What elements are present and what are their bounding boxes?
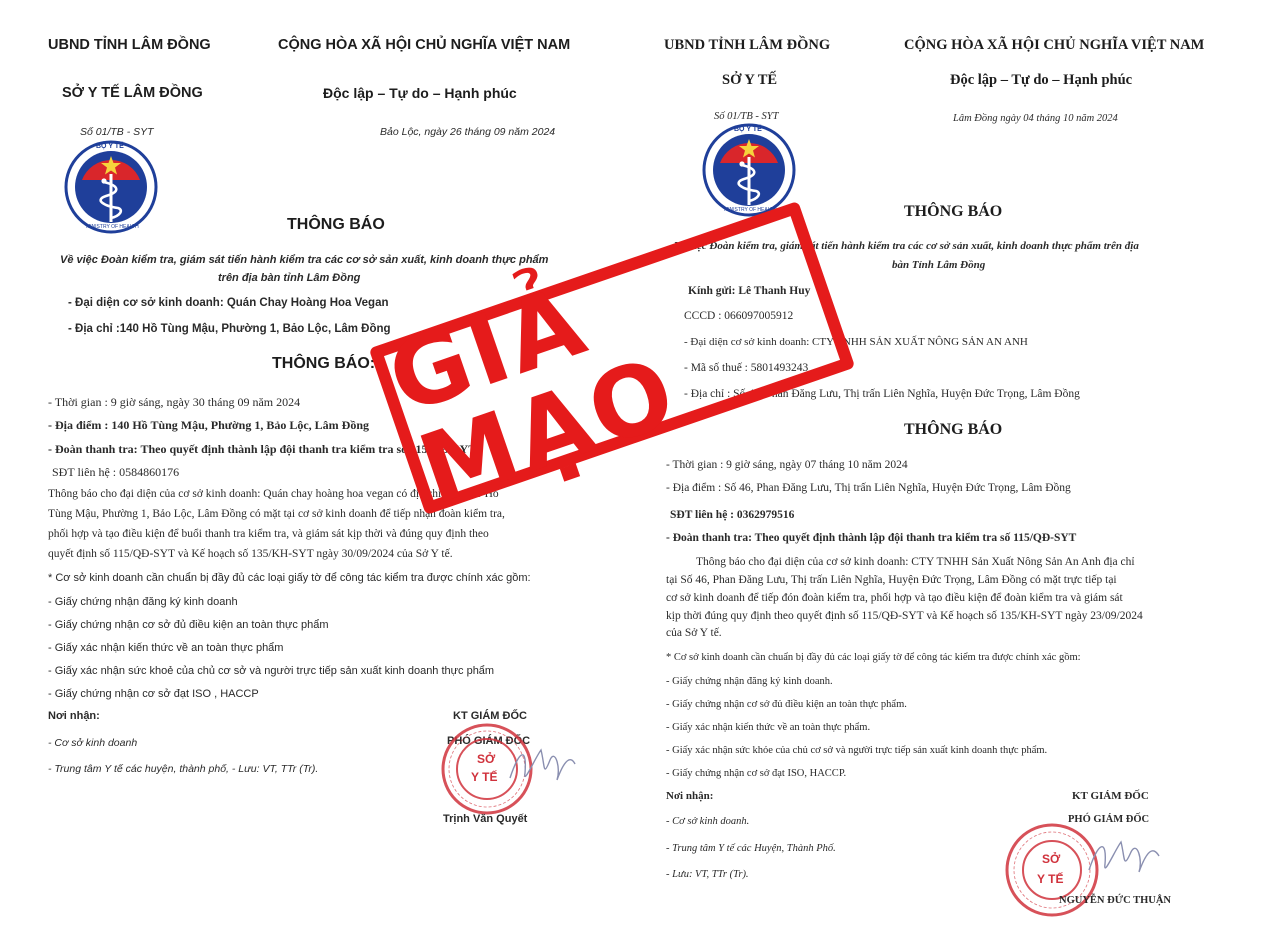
handwritten-signature-icon (1085, 828, 1165, 883)
inspection-team: - Đoàn thanh tra: Theo quyết định thành lập đội thanh tra kiểm tra số 115/QĐ-SYT (48, 442, 477, 456)
inspection-time: - Thời gian : 9 giờ sáng, ngày 30 tháng 09 năm 2024 (48, 395, 301, 409)
required-document: - Giấy chứng nhận cơ sở đạt ISO , HACCP (48, 688, 259, 700)
recipient-item: - Trung tâm Y tế các Huyện, Thành Phố. (666, 843, 836, 854)
notice-title: THÔNG BÁO (287, 216, 385, 233)
inspection-time: - Thời gian : 9 giờ sáng, ngày 07 tháng 10 năm 2024 (666, 459, 908, 471)
motto: Độc lập – Tự do – Hạnh phúc (323, 85, 517, 101)
motto: Độc lập – Tự do – Hạnh phúc (950, 72, 1133, 88)
required-document: - Giấy xác nhận sức khỏe của chủ cơ sở và người trực tiếp sản xuất kinh doanh thực phẩm. (666, 745, 1048, 756)
inspection-location: - Địa điểm : Số 46, Phan Đăng Lưu, Thị trấn Liên Nghĩa, Huyện Đức Trọng, Lâm Đồng (666, 482, 1071, 494)
notice-subject-line-1: Về việc Đoàn kiểm tra, giám sát tiến hành kiểm tra các cơ sở sản xuất, kinh doanh thực phẩm trên địa (674, 240, 1139, 252)
required-document: - Giấy chứng nhận cơ sở đủ điều kiện an toàn thực phẩm (48, 619, 329, 631)
notice-title-2: THÔNG BÁO: (272, 355, 376, 372)
document-number: Số 01/TB - SYT (80, 126, 154, 138)
inspection-location: - Địa điểm : 140 Hồ Tùng Mậu, Phường 1, Bảo Lộc, Lâm Đồng (48, 418, 369, 432)
handwritten-signature-icon (505, 738, 580, 793)
business-representative: - Đại diện cơ sở kinh doanh: CTY TNHH SẢN XUẤT NÔNG SẢN AN ANH (684, 336, 1028, 348)
department-name: SỞ Y TẾ (722, 72, 778, 88)
contact-phone: SĐT liên hệ : 0362979516 (670, 509, 795, 521)
business-address: - Địa chỉ :140 Hồ Tùng Mậu, Phường 1, Bảo Lộc, Lâm Đồng (68, 323, 391, 335)
ministry-of-health-logo-icon (64, 140, 158, 234)
seal-text: SỞ (1042, 852, 1061, 866)
agency-name: UBND TỈNH LÂM ĐỒNG (664, 37, 831, 53)
addressee: Kính gửi: Lê Thanh Huy (688, 285, 811, 297)
preparation-note: * Cơ sở kinh doanh cần chuẩn bị đầy đủ các loại giấy tờ để công tác kiểm tra được chính xác gồm: (666, 652, 1081, 663)
inspection-team: - Đoàn thanh tra: Theo quyết định thành lập đội thanh tra kiểm tra số 115/QĐ-SYT (666, 532, 1077, 544)
notice-paragraph-line-3: phối hợp và tạo điều kiện để buổi thanh tra kiểm tra, và giám sát kịp thời và đúng quy định theo (48, 528, 489, 540)
recipient-item: - Cơ sở kinh doanh. (666, 816, 750, 827)
notice-paragraph-line-2: Tùng Mậu, Phường 1, Bảo Lộc, Lâm Đồng có mặt tại cơ sở kinh doanh để tiếp nhận đoàn kiểm tra, (48, 508, 505, 520)
department-name: SỞ Y TẾ LÂM ĐỒNG (62, 85, 203, 101)
notice-subject-line-1: Về việc Đoàn kiểm tra, giám sát tiến hành kiểm tra các cơ sở sản xuất, kinh doanh thực phẩm (60, 254, 549, 266)
required-document: - Giấy chứng nhận cơ sở đạt ISO, HACCP. (666, 768, 847, 779)
notice-title: THÔNG BÁO (904, 203, 1003, 220)
seal-text: SỞ (477, 752, 496, 766)
required-document: - Giấy xác nhận kiến thức về an toàn thực phẩm. (666, 722, 871, 733)
logo-top-text: BỘ Y TẾ (96, 143, 124, 150)
seal-text: Y TẾ (1037, 872, 1064, 886)
required-document: - Giấy xác nhận sức khoẻ của chủ cơ sở và người trực tiếp sản xuất kinh doanh thực phẩm (48, 665, 495, 677)
notice-paragraph-line-4: quyết định số 115/QĐ-SYT và Kế hoạch số 135/KH-SYT ngày 30/09/2024 của Sở Y tế. (48, 548, 453, 560)
notice-paragraph-line-1: Thông báo cho đại diện của cơ sở kinh doanh: Quán chay hoàng hoa vegan có địa chỉ tại : 140 Hồ (48, 488, 499, 500)
agency-name: UBND TỈNH LÂM ĐỒNG (48, 37, 211, 53)
notice-paragraph-line-1: Thông báo cho đại diện của cơ sở kinh doanh: CTY TNHH Sản Xuất Nông Sản An Anh địa chỉ (696, 556, 1135, 568)
required-document: - Giấy chứng nhận đăng ký kinh doanh (48, 596, 238, 608)
preparation-note: * Cơ sở kinh doanh cần chuẩn bị đầy đủ các loại giấy tờ để công tác kiểm tra được chính xác gồm: (48, 572, 531, 584)
logo-top-text: BỘ Y TẾ (734, 126, 762, 133)
logo-bottom-text: MINISTRY OF HEALTH (724, 207, 777, 213)
fake-warning-label: GIẢ MẠO (374, 264, 692, 527)
republic-header: CỘNG HÒA XÃ HỘI CHỦ NGHĨA VIỆT NAM (278, 37, 571, 53)
place-date: Bảo Lộc, ngày 26 tháng 09 năm 2024 (380, 126, 556, 138)
republic-header: CỘNG HÒA XÃ HỘI CHỦ NGHĨA VIỆT NAM (904, 37, 1205, 53)
fake-notice-document-right (640, 0, 1278, 932)
recipient-item: - Trung tâm Y tế các huyện, thành phố, - Lưu: VT, TTr (Tr). (48, 763, 319, 775)
notice-subject-line-2: trên địa bàn tỉnh Lâm Đồng (218, 272, 361, 284)
notice-paragraph-line-4: kịp thời đúng quy định theo quyết định số 115/QĐ-SYT và Kế hoạch số 135/KH-SYT ngày 23/09/2024 (666, 610, 1143, 622)
signer-name: Trịnh Văn Quyết (443, 813, 528, 825)
document-number: Số 01/TB - SYT (714, 111, 779, 122)
required-document: - Giấy xác nhận kiến thức về an toàn thực phẩm (48, 642, 284, 654)
signature-title: KT GIÁM ĐỐC (453, 710, 527, 722)
signature-title: KT GIÁM ĐỐC (1072, 790, 1149, 802)
recipient-item: - Lưu: VT, TTr (Tr). (666, 869, 749, 880)
contact-phone: SĐT liên hệ : 0584860176 (52, 465, 180, 479)
logo-bottom-text: MINISTRY OF HEALTH (86, 224, 139, 230)
required-document: - Giấy chứng nhận cơ sở đủ điều kiện an toàn thực phẩm. (666, 699, 907, 710)
signer-name: NGUYỄN ĐỨC THUẬN (1059, 895, 1172, 906)
place-date: Lâm Đồng ngày 04 tháng 10 năm 2024 (953, 113, 1118, 124)
business-representative: - Đại diện cơ sở kinh doanh: Quán Chay Hoàng Hoa Vegan (68, 297, 389, 309)
business-address: - Địa chỉ : Số 46, Phan Đăng Lưu, Thị trấn Liên Nghĩa, Huyện Đức Trọng, Lâm Đồng (684, 388, 1080, 400)
signature-subtitle: PHÓ GIÁM ĐỐC (447, 735, 531, 747)
tax-code: - Mã số thuế : 5801493243 (684, 362, 809, 374)
required-document: - Giấy chứng nhận đăng ký kinh doanh. (666, 676, 833, 687)
notice-subject-line-2: bàn Tỉnh Lâm Đồng (892, 259, 986, 271)
signature-subtitle: PHÓ GIÁM ĐỐC (1068, 814, 1150, 825)
seal-text: Y TẾ (471, 770, 498, 784)
recipients-label: Nơi nhận: (48, 710, 100, 722)
notice-paragraph-line-5: của Sở Y tế. (666, 627, 722, 639)
notice-title-2: THÔNG BÁO (904, 421, 1003, 438)
recipients-label: Nơi nhận: (666, 790, 714, 802)
recipient-item: - Cơ sở kinh doanh (48, 737, 138, 749)
notice-paragraph-line-2: tại Số 46, Phan Đăng Lưu, Thị trấn Liên Nghĩa, Huyện Đức Trọng, Lâm Đồng có mặt trực tiếp tại (666, 574, 1117, 586)
notice-paragraph-line-3: cơ sở kinh doanh để tiếp đón đoàn kiểm tra, phối hợp và tạo điều kiện để đoàn kiểm tra và giám sát (666, 592, 1123, 604)
citizen-id: CCCD : 066097005912 (684, 310, 794, 322)
